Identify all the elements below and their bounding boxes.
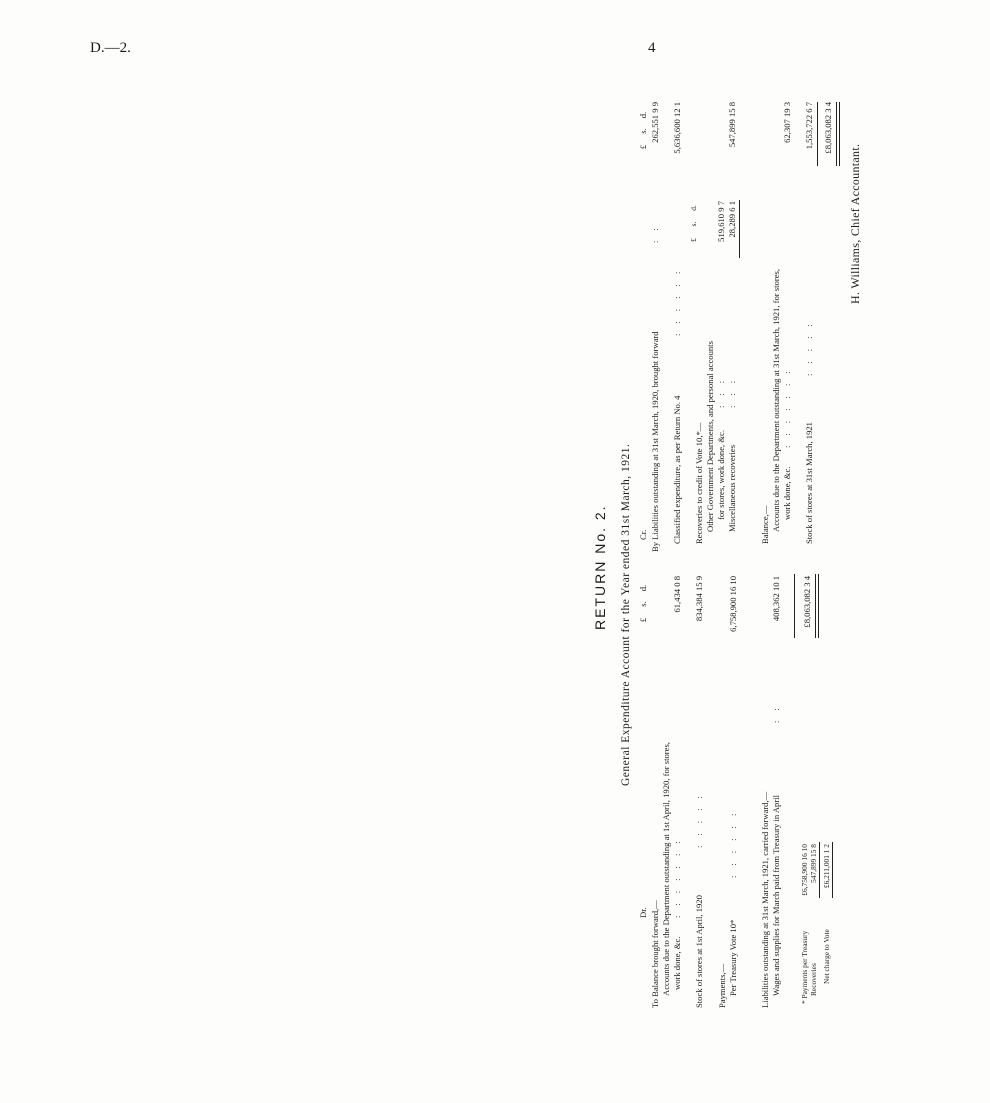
debit-amount: 834,384 15 9	[694, 576, 704, 622]
footnote-amount: £6,758,900 16 10	[800, 844, 809, 896]
pence-head: d.	[638, 584, 648, 592]
debit-amount: 408,362 10 1	[771, 576, 781, 622]
page-number: 4	[648, 40, 656, 56]
credit-amount: 547,899 15 8	[727, 102, 737, 148]
debit-line: Liabilities outstanding at 31st March, 1921, carried forward,—	[760, 791, 770, 1008]
credit-line: Stock of stores at 31st March, 1921	[804, 422, 814, 544]
debit-column-heads	[638, 580, 649, 628]
footnote-line: Recoveries	[809, 963, 818, 996]
credit-line: Other Government Departments, and personal accounts	[705, 341, 715, 532]
footnote-line: Net charge to Vote	[822, 929, 831, 984]
return-title: RETURN No. 2.	[592, 504, 608, 630]
debit-line: Per Treasury Vote 10*	[728, 919, 738, 996]
debit-line: Stock of stores at 1st April, 1920	[694, 895, 704, 1008]
debit-line: work done, &c.	[672, 936, 682, 990]
signature: H. Williams, Chief Accountant.	[848, 143, 862, 304]
shillings-head: s.	[689, 221, 698, 227]
shillings-head: s.	[638, 601, 648, 607]
credit-line: work done, &c.	[782, 466, 792, 520]
credit-amount: 62,307 19 3	[782, 102, 792, 143]
pounds-head: £	[638, 617, 648, 623]
debit-total: £8,063,082 3 4	[802, 576, 812, 628]
debit-line: Wages and supplies for March paid from Treasury in April	[771, 795, 781, 996]
shillings-head: s.	[638, 128, 648, 134]
credit-amount: 262,551 9 9	[650, 102, 660, 143]
credit-total: £8,063,082 3 4	[823, 102, 833, 154]
rotated-account-page: RETURN No. 2. General Expenditure Account for the Year ended 31st March, 1921. Dr. £s.d. To Balance brought forward,— Accounts due to the Department outstanding at 1st April, 1920, for stores, work done, &c. ::::::: 61,434 0 8 Stock of stores at 1st April, 1920 ::::: 834,384 15 9 Payments,— Per Treasury Vote 10* :::::: 6,758,900 16 10 Liabilities outstanding at 31st March, 1921, carried forward,— Wages and supplies for March paid from Treasury in April :: 408,362 10 1 * Payments per Treasury £6,758,900 16 10 Recoveries 547,899 15 8 Net charge to Vote £6,211,001 1 2 £8,063,082 3 4 Cr. £s.d. By Liabilities outstanding at 31st March, 1920, brought forward :: 262,551 9 9 Classified expenditure, as per Return No. 4 :::::: 5,636,600 12 1 Recoveries to credit of Vote 10,*— £s.d. Other Government Departments, and personal accounts for stores, work done, &c. ::: 519,610 9 7 Miscellaneous recoveries ::: 28,289 6 1 547,899 15 8 Balance,— Accounts due to the Department outstanding at 31st March, 1921, for stores, work done, &c. ::::::: 62,307 19 3 Stock of stores at 31st March, 1921 ::::: 1,553,722 6 7 £8,063,082 3 4 H. Williams, Chief Accountant.	[592, 102, 862, 1008]
pounds-head: £	[689, 238, 698, 242]
credit-line: Miscellaneous recoveries	[727, 444, 737, 532]
credit-column-heads	[638, 107, 649, 155]
credit-amount: 5,636,600 12 1	[672, 102, 682, 154]
credit-line: Balance,—	[760, 505, 770, 544]
credit-line: Classified expenditure, as per Return No. 4	[672, 395, 682, 544]
debit-amount: 61,434 0 8	[672, 576, 682, 613]
credit-heading: Cr.	[638, 529, 648, 540]
credit-sub-amount: 28,289 6 1	[727, 201, 737, 238]
credit-line: By Liabilities outstanding at 31st March, 1920, brought forward	[650, 331, 660, 552]
pence-head: d.	[689, 205, 698, 211]
debit-line: Payments,—	[717, 963, 727, 1008]
account-title: General Expenditure Account for the Year ended 31st March, 1921.	[620, 443, 632, 786]
credit-amount: 1,553,722 6 7	[804, 102, 814, 150]
footnote-line: * Payments per Treasury	[800, 930, 809, 1004]
footnote-amount: 547,899 15 8	[809, 844, 818, 883]
credit-line: for stores, work done, &c.	[716, 430, 726, 520]
pence-head: d.	[638, 111, 648, 119]
credit-sub-amount: 519,610 9 7	[716, 201, 726, 242]
pounds-head: £	[638, 144, 648, 150]
debit-amount: 6,758,900 16 10	[728, 576, 738, 632]
debit-line: Accounts due to the Department outstanding at 1st April, 1920, for stores,	[661, 742, 671, 996]
credit-line: Recoveries to credit of Vote 10,*—	[694, 422, 704, 544]
debit-heading: Dr.	[638, 907, 648, 918]
page-header-ref: D.—2.	[90, 40, 131, 56]
credit-line: Accounts due to the Department outstanding at 31st March, 1921, for stores,	[771, 268, 781, 532]
debit-line: To Balance brought forward,—	[650, 900, 660, 1008]
inner-column-heads	[688, 200, 699, 248]
footnote-amount: £6,211,001 1 2	[822, 844, 831, 889]
